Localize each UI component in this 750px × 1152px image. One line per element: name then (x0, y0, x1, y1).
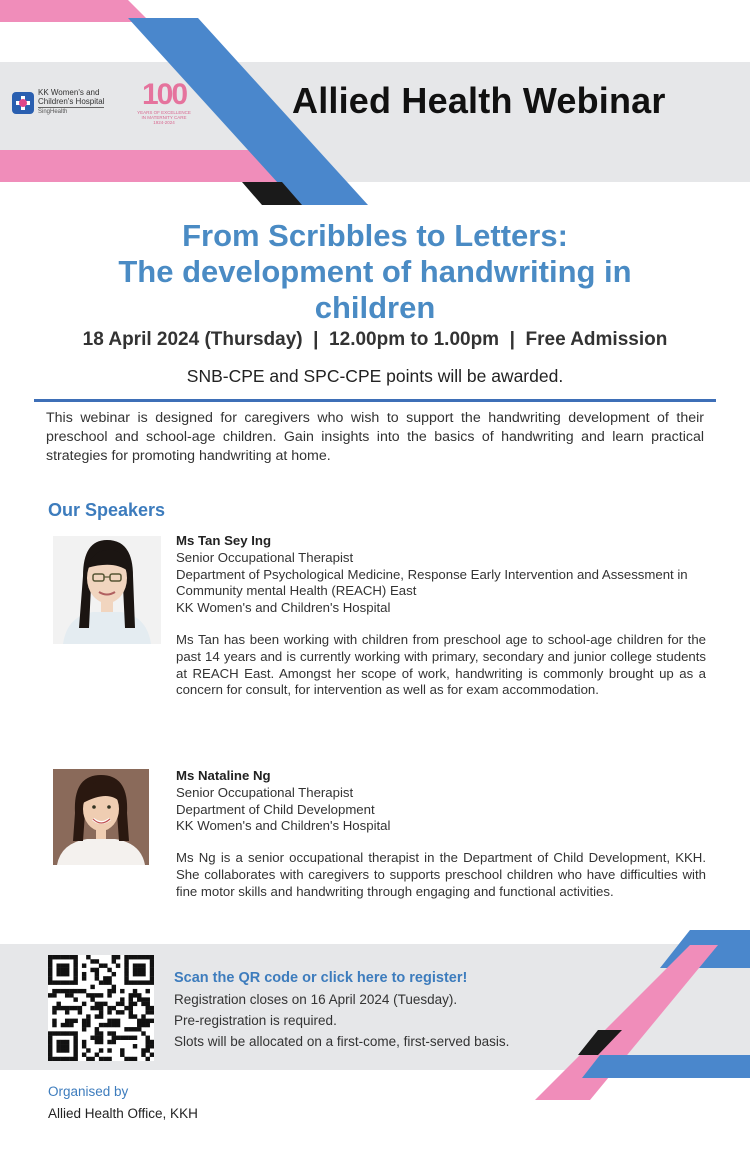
speaker-role: Senior Occupational Therapist (176, 784, 354, 800)
logo-hospital-sub: SingHealth (38, 107, 104, 117)
speaker-dept: Department of Psychological Medicine, Response Early Intervention and Assessment in Community mental Health (REACH) East (176, 566, 688, 599)
anniversary-line2: IN MATERNITY CARE (141, 115, 187, 120)
registration-info (174, 968, 509, 1052)
registration-closes: Registration closes on 16 April 2024 (Tuesday). (174, 992, 458, 1007)
event-title-line3: children (314, 290, 436, 325)
event-title (20, 218, 730, 326)
header-banner (0, 0, 750, 205)
speaker-name: Ms Tan Sey Ing (176, 533, 272, 548)
speaker-org: KK Women's and Children's Hospital (176, 818, 391, 834)
logo-hospital-line2: Children's Hospital (38, 97, 105, 106)
speaker-bio: Ms Tan has been working with children from preschool age to school-age children for the past 14 years and is currently working with primary, secondary and junior college students at REACH East. Amongst her scope of work, handwriting is commonly brought up as a concern for consult, for intervention as well as for exam accommodation. (176, 631, 706, 698)
kkh-logo (12, 88, 104, 117)
registration-required: Pre-registration is required. (174, 1013, 337, 1028)
event-intro: This webinar is designed for caregivers who wish to support the handwriting development of their preschool and school-age children. Gain insights into the basics of handwriting and learn practical strategies for promoting handwriting at home. (46, 410, 704, 464)
hospital-cross-icon (12, 92, 34, 114)
speaker-card-tan (176, 533, 706, 699)
register-link[interactable]: Scan the QR code or click here to register! (174, 970, 468, 986)
event-title-line1: From Scribbles to Letters: (182, 218, 568, 253)
header-title: Allied Health Webinar (292, 80, 666, 121)
section-divider (34, 399, 716, 402)
organised-by-label: Organised by (48, 1084, 129, 1099)
organiser-name: Allied Health Office, KKH (48, 1106, 198, 1121)
speaker-card-ng (176, 768, 706, 901)
registration-slots: Slots will be allocated on a first-come, first-served basis. (174, 1034, 510, 1049)
speakers-heading: Our Speakers (48, 500, 166, 520)
event-title-line2: The development of handwriting in (118, 254, 632, 289)
anniversary-number: 100 (141, 78, 187, 111)
speaker-dept: Department of Child Development (176, 801, 375, 817)
speaker-photo-ng (53, 769, 149, 865)
anniversary-logo (132, 80, 196, 125)
registration-qr-code[interactable] (48, 955, 154, 1061)
anniversary-line1: YEARS OF EXCELLENCE (137, 110, 191, 115)
speaker-photo-tan (53, 536, 161, 644)
cpe-points: SNB-CPE and SPC-CPE points will be awarded. (186, 366, 564, 386)
speaker-org: KK Women's and Children's Hospital (176, 600, 391, 616)
logo-hospital-line1: KK Women's and (38, 88, 100, 97)
speaker-role: Senior Occupational Therapist (176, 549, 354, 565)
speaker-name: Ms Nataline Ng (176, 768, 271, 783)
event-info: 18 April 2024 (Thursday) | 12.00pm to 1.00pm | Free Admission (82, 329, 668, 350)
speaker-bio: Ms Ng is a senior occupational therapist in the Department of Child Development, KKH. She collaborates with caregivers to supports preschool children who have difficulties with fine motor skills and handwriting through engaging and functional activities. (176, 850, 706, 899)
anniversary-years: 1924-2024 (153, 120, 175, 125)
